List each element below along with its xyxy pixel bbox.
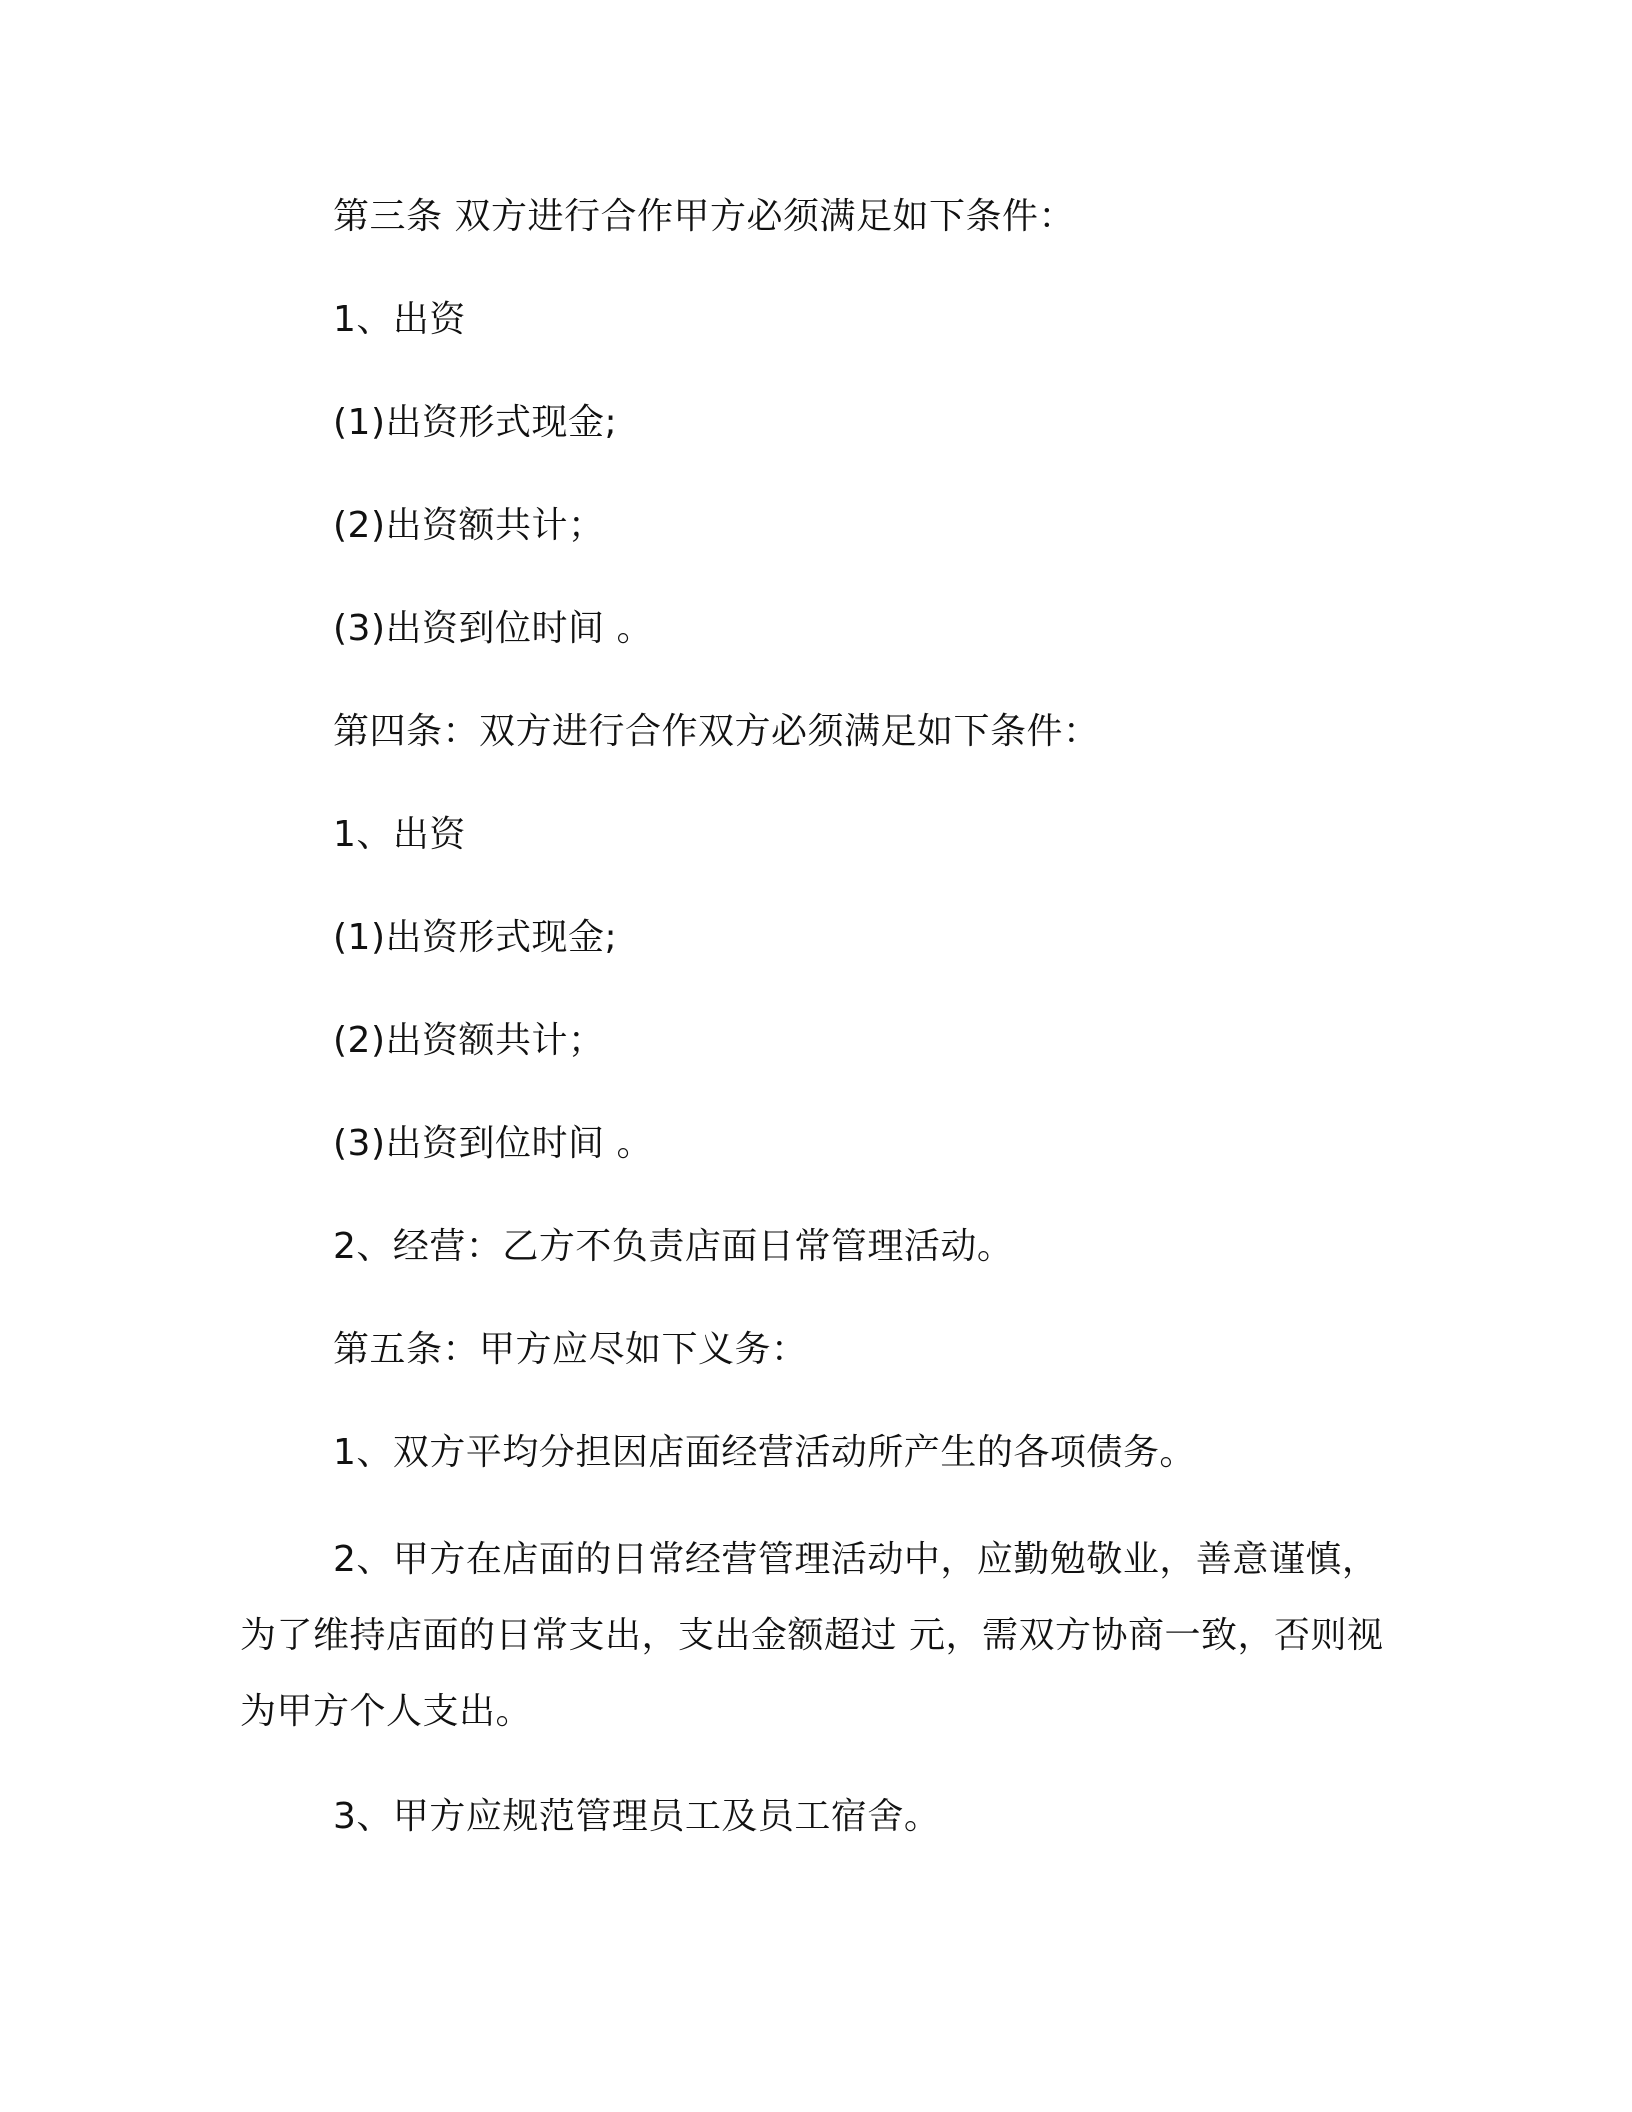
article-5-item-2: 2、甲方在店面的日常经营管理活动中，应勤勉敬业，善意谨慎，为了维持店面的日常支出，支出金额超过 元，需双方协商一致，否则视为甲方个人支出。: [240, 1539, 1384, 1732]
article-4-heading: 第四条：双方进行合作双方必须满足如下条件：: [333, 711, 1100, 752]
article-3-subitem-2: (2)出资额共计；: [333, 505, 605, 546]
article-3-subitem-3: (3)出资到位时间 。: [333, 608, 653, 649]
article-3-subitem-1: (1)出资形式现金;: [333, 402, 618, 443]
article-5-item-1: 1、双方平均分担因店面经营活动所产生的各项债务。: [333, 1432, 1196, 1473]
article-4-subitem-3: (3)出资到位时间 。: [333, 1123, 653, 1164]
article-3-heading: 第三条 双方进行合作甲方必须满足如下条件：: [333, 196, 1075, 237]
article-5-item-3: 3、甲方应规范管理员工及员工宿舍。: [333, 1796, 941, 1837]
article-5-heading: 第五条：甲方应尽如下义务：: [333, 1329, 808, 1370]
article-4-item-1: 1、出资: [333, 814, 466, 855]
article-4-subitem-1: (1)出资形式现金;: [333, 917, 618, 958]
article-4-item-2: 2、经营：乙方不负责店面日常管理活动。: [333, 1226, 1014, 1267]
article-4-subitem-2: (2)出资额共计；: [333, 1020, 605, 1061]
article-3-item-1: 1、出资: [333, 299, 466, 340]
